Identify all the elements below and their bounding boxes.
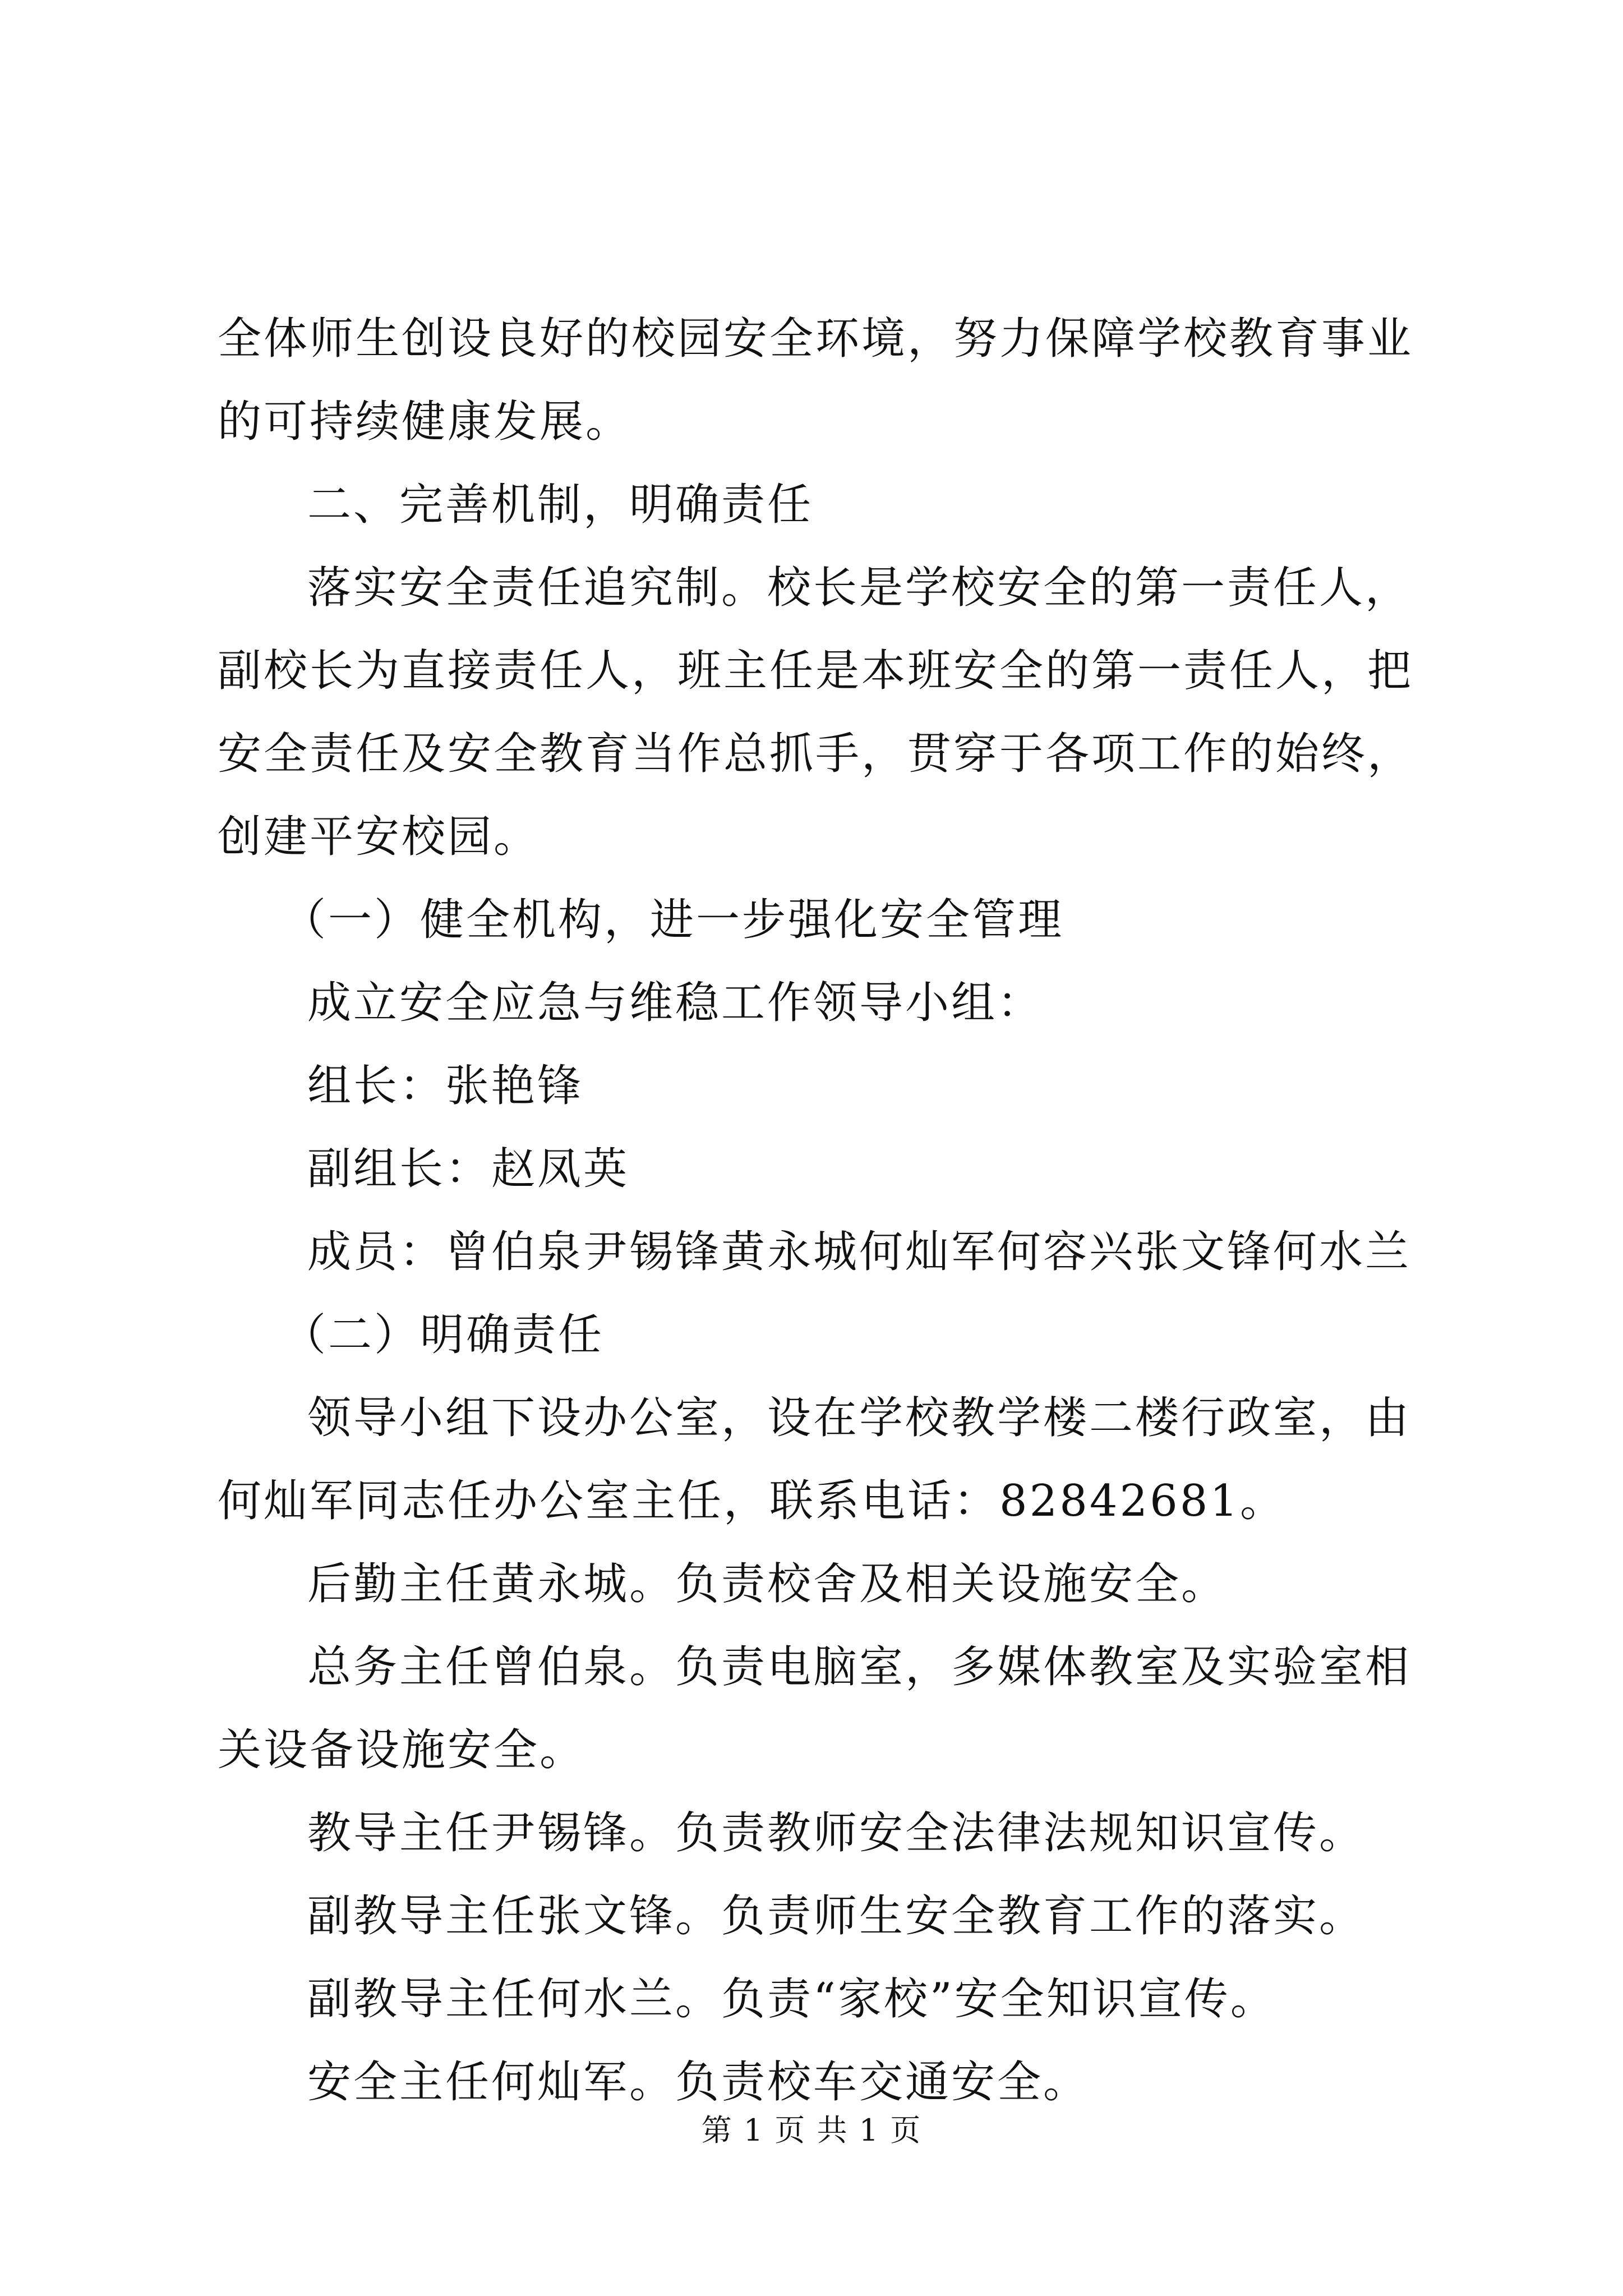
paragraph-logistics: 后勤主任黄永城。负责校舍及相关设施安全。	[307, 1559, 1228, 1609]
document-body	[218, 297, 1423, 2124]
paragraph-vice-dean-1: 副教导主任张文锋。负责师生安全教育工作的落实。	[307, 1891, 1366, 1941]
paragraph-deputy-leader: 副组长：赵凤英	[307, 1144, 630, 1194]
paragraph-group-leader: 组长：张艳锋	[307, 1061, 584, 1111]
section-heading-2: 二、完善机制，明确责任	[307, 480, 814, 530]
paragraph-safety-director: 安全主任何灿军。负责校车交通安全。	[307, 2057, 1090, 2108]
subsection-heading-2: （二）明确责任	[282, 1310, 605, 1360]
paragraph-responsibility: 落实安全责任追究制。校长是学校安全的第一责任人，副校长为直接责任人，班主任是本班安全的第一责任人，把安全责任及安全教育当作总抓手，贯穿于各项工作的始终，创建平安校园。	[218, 563, 1414, 862]
page-footer: 第 1 页 共 1 页	[701, 2113, 922, 2148]
paragraph-general-affairs: 总务主任曾伯泉。负责电脑室，多媒体教室及实验室相关设备设施安全。	[218, 1642, 1412, 1775]
paragraph-members: 成员：曾伯泉尹锡锋黄永城何灿军何容兴张文锋何水兰	[307, 1227, 1412, 1277]
subsection-heading-1: （一）健全机构，进一步强化安全管理	[282, 895, 1064, 945]
paragraph-office: 领导小组下设办公室，设在学校教学楼二楼行政室，由何灿军同志任办公室主任，联系电话：82842681。	[218, 1393, 1412, 1526]
paragraph-continuation: 全体师生创设良好的校园安全环境，努力保障学校教育事业的可持续健康发展。	[218, 314, 1414, 447]
paragraph-group-setup: 成立安全应急与维稳工作领导小组：	[307, 978, 1044, 1028]
paragraph-vice-dean-2: 副教导主任何水兰。负责“家校”安全知识宣传。	[307, 1974, 1276, 2024]
paragraph-dean: 教导主任尹锡锋。负责教师安全法律法规知识宣传。	[307, 1808, 1366, 1858]
